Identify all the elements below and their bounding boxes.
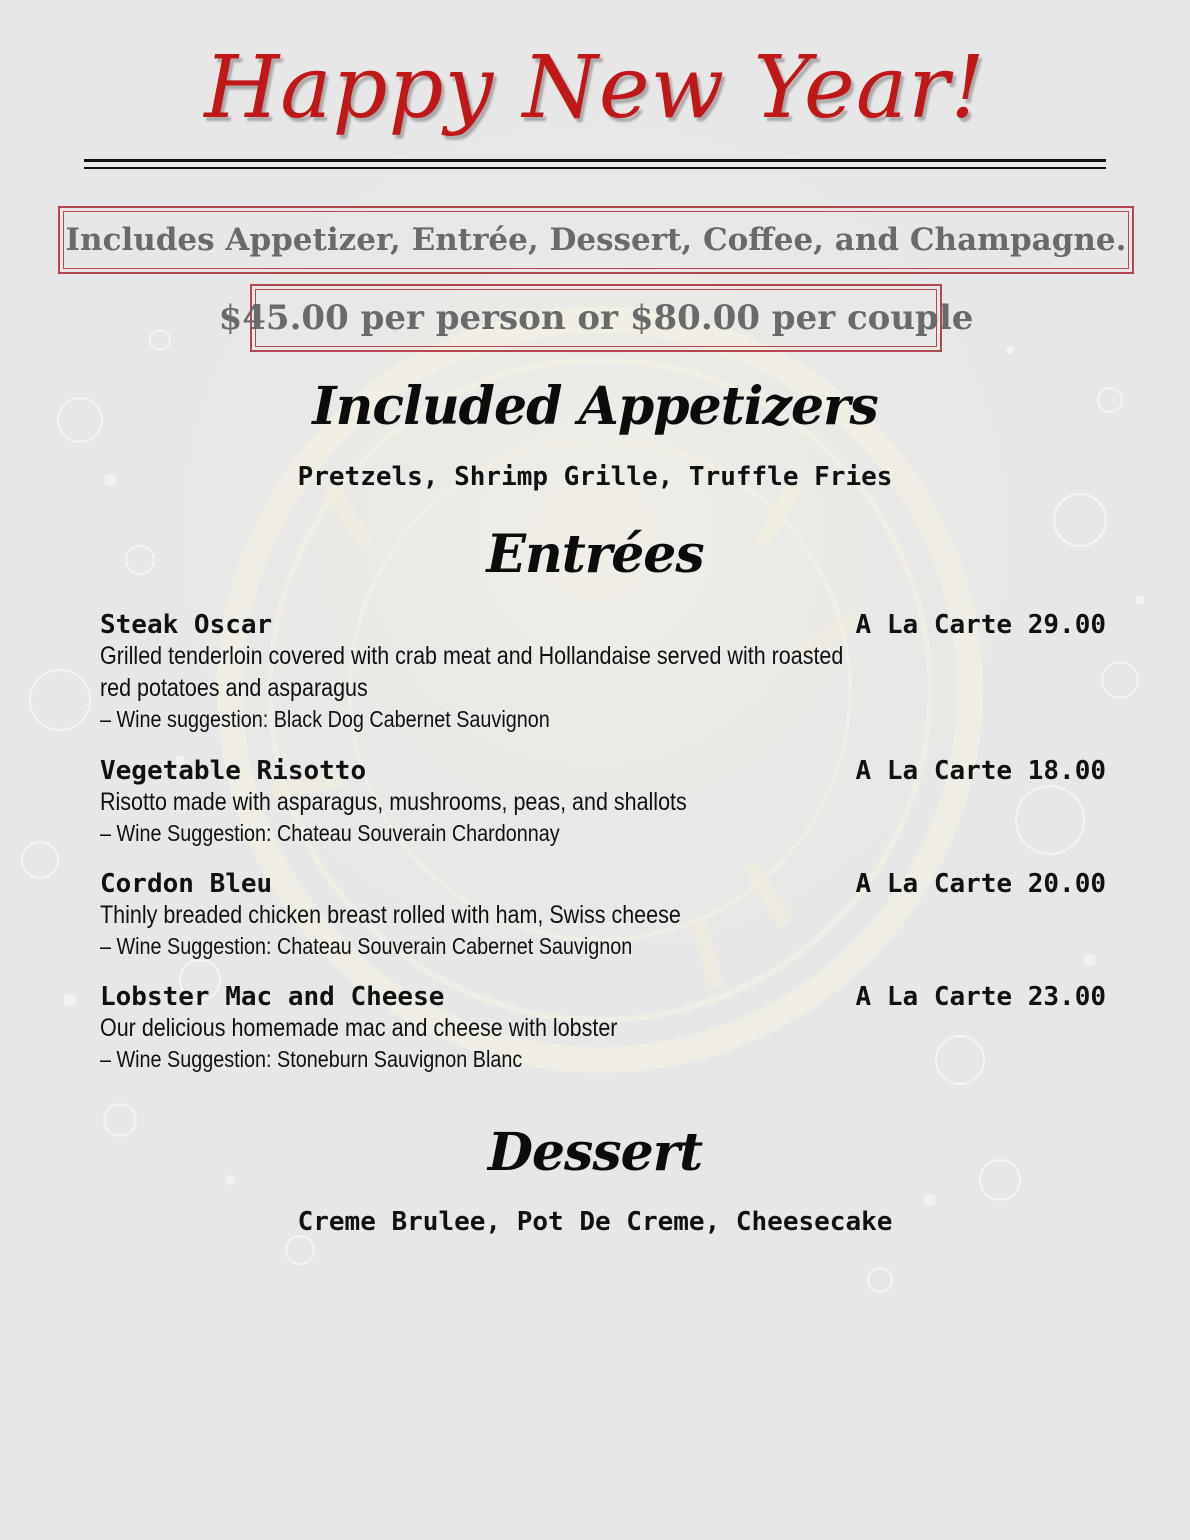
includes-text: Includes Appetizer, Entrée, Dessert, Coffee, and Champagne. bbox=[63, 211, 1129, 269]
entree-item bbox=[100, 610, 1106, 734]
includes-banner bbox=[58, 206, 1134, 274]
appetizers-heading: Included Appetizers bbox=[312, 376, 878, 437]
title-divider-thick bbox=[84, 159, 1106, 162]
entree-name: Vegetable Risotto bbox=[100, 756, 367, 786]
wine-suggestion: – Wine Suggestion: Stoneburn Sauvignon Blanc bbox=[100, 1046, 523, 1072]
wine-suggestion: – Wine Suggestion: Chateau Souverain Cabernet Sauvignon bbox=[100, 933, 633, 959]
page-title: Happy New Year! bbox=[204, 38, 986, 138]
appetizers-list: Pretzels, Shrimp Grille, Truffle Fries bbox=[297, 462, 893, 492]
entree-item bbox=[100, 756, 1106, 848]
entree-price: A La Carte 18.00 bbox=[855, 756, 1106, 786]
entree-price: A La Carte 20.00 bbox=[855, 869, 1106, 899]
wine-suggestion: – Wine suggestion: Black Dog Cabernet Sauvignon bbox=[100, 706, 550, 732]
entree-name: Cordon Bleu bbox=[100, 869, 273, 899]
entree-description: Our delicious homemade mac and cheese with lobster bbox=[100, 1014, 618, 1042]
entree-price: A La Carte 23.00 bbox=[855, 982, 1106, 1012]
entrees-heading: Entrées bbox=[486, 524, 704, 585]
entree-description: Grilled tenderloin covered with crab meat and Hollandaise served with roasted red potatoes and asparagus bbox=[100, 642, 844, 702]
dessert-list: Creme Brulee, Pot De Creme, Cheesecake bbox=[297, 1207, 893, 1237]
entree-description: Risotto made with asparagus, mushrooms, peas, and shallots bbox=[100, 788, 687, 816]
price-text: $45.00 per person or $80.00 per couple bbox=[255, 289, 937, 347]
entree-description: Thinly breaded chicken breast rolled with ham, Swiss cheese bbox=[100, 901, 681, 929]
entree-price: A La Carte 29.00 bbox=[855, 610, 1106, 640]
entree-item bbox=[100, 982, 1106, 1074]
entree-item bbox=[100, 869, 1106, 961]
price-banner bbox=[218, 284, 974, 352]
wine-suggestion: – Wine Suggestion: Chateau Souverain Chardonnay bbox=[100, 820, 560, 846]
entree-name: Lobster Mac and Cheese bbox=[100, 982, 445, 1012]
title-divider-thin bbox=[84, 167, 1106, 169]
entree-name: Steak Oscar bbox=[100, 610, 273, 640]
dessert-heading: Dessert bbox=[487, 1122, 703, 1183]
